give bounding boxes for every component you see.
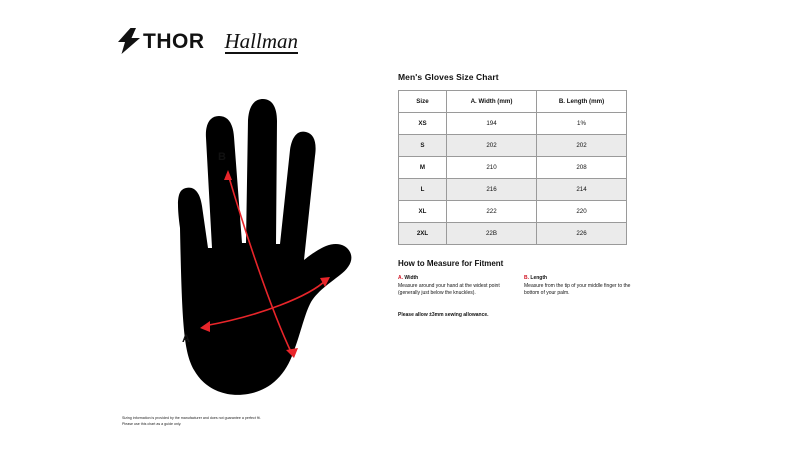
column-header-width: A. Width (mm) (447, 91, 537, 113)
page-title: Men's Gloves Size Chart (398, 72, 499, 82)
cell-length: 226 (537, 223, 627, 245)
cell-width: 222 (447, 201, 537, 223)
disclaimer-line-1: Sizing information is provided by the manufacturer and does not guarantee a perfect fit. (122, 416, 261, 420)
cell-length: 1% (537, 113, 627, 135)
cell-width: 210 (447, 157, 537, 179)
table-row (399, 201, 627, 223)
measure-label-length (524, 275, 636, 281)
cell-width: 194 (447, 113, 537, 135)
disclaimer (122, 416, 352, 427)
cell-size: 2XL (399, 223, 447, 245)
cell-length: 202 (537, 135, 627, 157)
cell-size: L (399, 179, 447, 201)
table-row (399, 135, 627, 157)
marker-a-label: A (182, 333, 190, 345)
disclaimer-line-2: Please use this chart as a guide only. (122, 421, 182, 426)
measure-item-length (524, 275, 636, 298)
measure-name-length: Length (530, 275, 548, 281)
measure-text-length: Measure from the tip of your middle finger to the bottom of your palm. (524, 283, 631, 297)
how-to-measure-title: How to Measure for Fitment (398, 259, 504, 268)
column-header-size: Size (399, 91, 447, 113)
cell-length: 220 (537, 201, 627, 223)
brand-logos (118, 28, 300, 54)
thor-wordmark: THOR (143, 29, 205, 53)
cell-size: S (399, 135, 447, 157)
size-chart-table (398, 90, 627, 245)
cell-length: 208 (537, 157, 627, 179)
measure-text-width: Measure around your hand at the widest point (generally just below the knuckles). (398, 283, 500, 297)
cell-size: XS (399, 113, 447, 135)
table-header-row (399, 91, 627, 113)
marker-b-label: B (218, 151, 226, 163)
hallman-wordmark: Hallman (224, 28, 298, 53)
sewing-allowance-note: Please allow ±3mm sewing allowance. (398, 311, 489, 318)
table-row (399, 223, 627, 245)
measure-item-width (398, 275, 510, 298)
table-row (399, 113, 627, 135)
thor-bolt-mark-icon (118, 28, 140, 54)
cell-size: XL (399, 201, 447, 223)
cell-width: 216 (447, 179, 537, 201)
cell-size: M (399, 157, 447, 179)
measure-letter-b: B. (524, 275, 529, 281)
column-header-length: B. Length (mm) (537, 91, 627, 113)
glove-diagram (120, 78, 380, 408)
thor-logo (118, 28, 205, 54)
glove-silhouette (178, 99, 351, 395)
measure-letter-a: A. (398, 275, 403, 281)
measure-name-width: Width (404, 275, 419, 281)
cell-width: 22B (447, 223, 537, 245)
table-row (399, 179, 627, 201)
measure-label-width (398, 275, 510, 281)
how-to-measure-section (398, 259, 638, 318)
chart-column (398, 72, 658, 318)
cell-length: 214 (537, 179, 627, 201)
cell-width: 202 (447, 135, 537, 157)
table-row (399, 157, 627, 179)
